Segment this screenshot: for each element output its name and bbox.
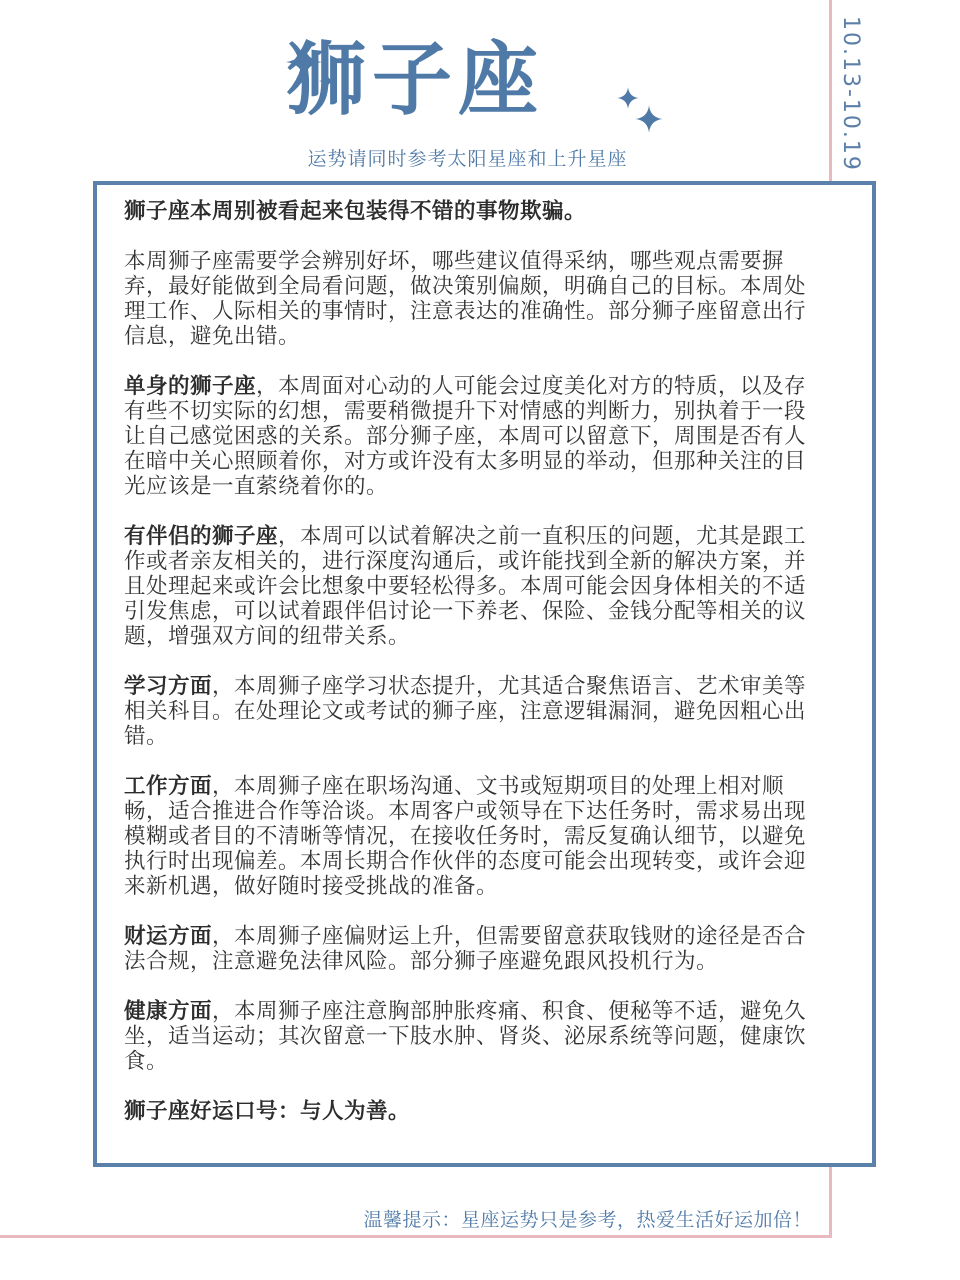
section-text: ，本周狮子座在职场沟通、文书或短期项目的处理上相对顺畅，适合推进合作等洽谈。本周客户或领导在下达任务时，需求易出现模糊或者目的不清晰等情况，在接收任务时，需反复确认细节，以避免执行时出现偏差。本周长期合作伙伴的态度可能会出现转变，或许会迎来新机遇，做好随时接受挑战的准备。 <box>124 774 807 899</box>
horoscope-text <box>124 199 824 1149</box>
section-text: ，本周狮子座注意胸部肿胀疼痛、积食、便秘等不适，避免久坐，适当运动；其次留意一下肢水肿、肾炎、泌尿系统等问题，健康饮食。 <box>124 999 807 1074</box>
section-wealth <box>124 924 824 974</box>
section-text: ，本周可以试着解决之前一直积压的问题，尤其是跟工作或者亲友相关的，进行深度沟通后，或许能找到全新的解决方案，并且处理起来或许会比想象中要轻松得多。本周可能会因身体相关的不适引发焦虑，可以试着跟伴侣讨论一下养老、保险、金钱分配等相关的议题，增强双方间的纽带关系。 <box>124 524 807 649</box>
section-label: 健康方面 <box>124 999 213 1024</box>
section-label: 单身的狮子座 <box>124 374 257 399</box>
section-text: ，本周狮子座偏财运上升，但需要留意获取钱财的途径是否合法合规，注意避免法律风险。部分狮子座避免跟风投机行为。 <box>124 924 807 974</box>
section-health <box>124 999 824 1074</box>
footer-tip: 温馨提示：星座运势只是参考，热爱生活好运加倍！ <box>363 1209 812 1231</box>
section-label: 学习方面 <box>124 674 213 699</box>
intro-paragraph: 本周狮子座需要学会辨别好坏，哪些建议值得采纳，哪些观点需要摒弃，最好能做到全局看问题，做决策别偏颇，明确自己的目标。本周处理工作、人际相关的事情时，注意表达的准确性。部分狮子座留意出行信息，避免出错。 <box>124 249 807 349</box>
section-study <box>124 674 824 749</box>
section-single <box>124 374 824 499</box>
section-label: 工作方面 <box>124 774 213 799</box>
section-text: ，本周狮子座学习状态提升，尤其适合聚焦语言、艺术审美等相关科目。在处理论文或考试的狮子座，注意逻辑漏洞，避免因粗心出错。 <box>124 674 807 749</box>
section-partnered <box>124 524 824 649</box>
page-title: 狮子座 <box>286 33 544 126</box>
headline: 狮子座本周别被看起来包装得不错的事物欺骗。 <box>124 199 587 224</box>
section-label: 有伴侣的狮子座 <box>124 524 279 549</box>
decorative-pink-horizontal-line <box>0 1235 832 1238</box>
section-text: ，本周面对心动的人可能会过度美化对方的特质，以及存有些不切实际的幻想，需要稍微提升下对情感的判断力，别执着于一段让自己感觉困惑的关系。部分狮子座，本周可以留意下，周围是否有人在暗中关心照顾着你，对方或许没有太多明显的举动，但那种关注的目光应该是一直萦绕着你的。 <box>124 374 807 499</box>
content-box <box>93 181 876 1167</box>
lucky-slogan: 狮子座好运口号：与人为善。 <box>124 1099 411 1124</box>
subtitle: 运势请同时参考太阳星座和上升星座 <box>307 148 628 170</box>
section-work <box>124 774 824 899</box>
section-label: 财运方面 <box>124 924 213 949</box>
date-range: 10.13-10.19 <box>838 16 863 172</box>
